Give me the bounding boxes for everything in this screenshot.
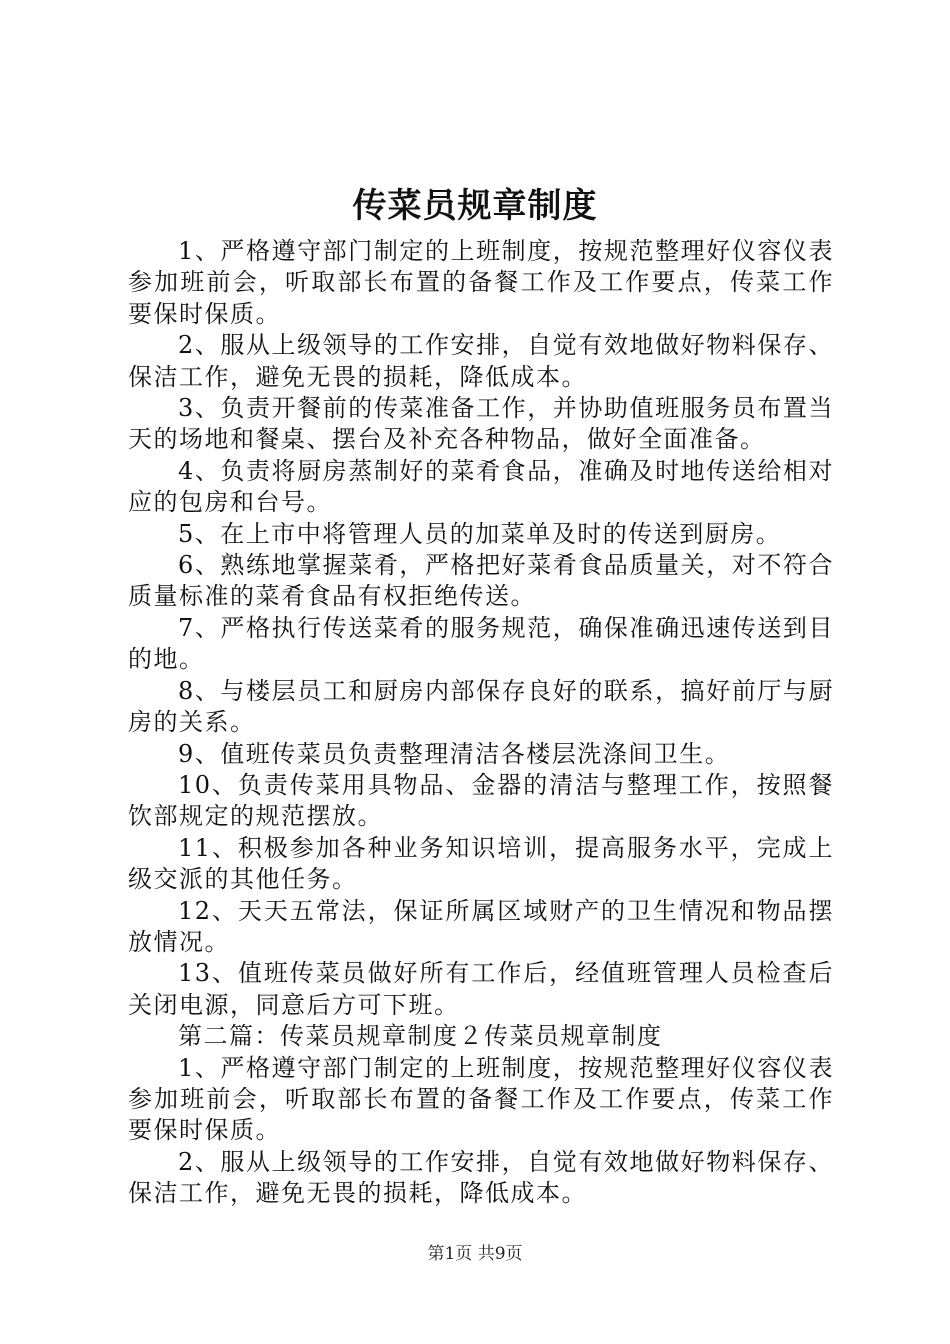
paragraph-rule-10: 10、负责传菜用具物品、金器的清洁与整理工作，按照餐饮部规定的规范摆放。 — [128, 770, 834, 831]
document-title: 传菜员规章制度 — [352, 186, 598, 226]
paragraph-rule-2: 2、服从上级领导的工作安排，自觉有效地做好物料保存、保洁工作，避免无畏的损耗，降低成本。 — [128, 331, 834, 391]
paragraph-part-two-rule-1: 1、严格遵守部门制定的上班制度，按规范整理好仪容仪表参加班前会，听取部长布置的备餐工作及工作要点，传菜工作要保时保质。 — [128, 1053, 834, 1145]
paragraph-rule-1: 1、严格遵守部门制定的上班制度，按规范整理好仪容仪表参加班前会，听取部长布置的备餐工作及工作要点，传菜工作要保时保质。 — [128, 237, 834, 328]
paragraph-rule-3: 3、负责开餐前的传菜准备工作，并协助值班服务员布置当天的场地和餐桌、摆台及补充各种物品，做好全面准备。 — [128, 394, 834, 454]
document-body — [128, 236, 834, 1210]
paragraph-rule-6: 6、熟练地掌握菜肴，严格把好菜肴食品质量关，对不符合质量标准的菜肴食品有权拒绝传送。 — [128, 551, 834, 611]
paragraph-rule-9: 9、值班传菜员负责整理清洁各楼层洗涤间卫生。 — [178, 739, 731, 768]
paragraph-rule-11: 11、积极参加各种业务知识培训，提高服务水平，完成上级交派的其他任务。 — [128, 833, 834, 894]
paragraph-rule-5: 5、在上市中将管理人员的加菜单及时的传送到厨房。 — [178, 519, 782, 548]
paragraph-part-two-rule-2: 2、服从上级领导的工作安排，自觉有效地做好物料保存、保洁工作，避免无畏的损耗，降低成本。 — [128, 1147, 834, 1208]
paragraph-rule-7: 7、严格执行传送菜肴的服务规范，确保准确迅速传送到目的地。 — [128, 613, 834, 674]
paragraph-rule-8: 8、与楼层员工和厨房内部保存良好的联系，搞好前厅与厨房的关系。 — [128, 676, 834, 737]
paragraph-rule-12: 12、天天五常法，保证所属区域财产的卫生情况和物品摆放情况。 — [128, 896, 834, 956]
paragraph-rule-13: 13、值班传菜员做好所有工作后，经值班管理人员检查后关闭电源，同意后方可下班。 — [128, 959, 834, 1019]
page-number-footer: 第1页 共9页 — [427, 1244, 523, 1264]
section-heading-part-two: 第二篇：传菜员规章制度２传菜员规章制度 — [178, 1022, 663, 1051]
paragraph-rule-4: 4、负责将厨房蒸制好的菜肴食品，准确及时地传送给相对应的包房和台号。 — [128, 456, 834, 517]
